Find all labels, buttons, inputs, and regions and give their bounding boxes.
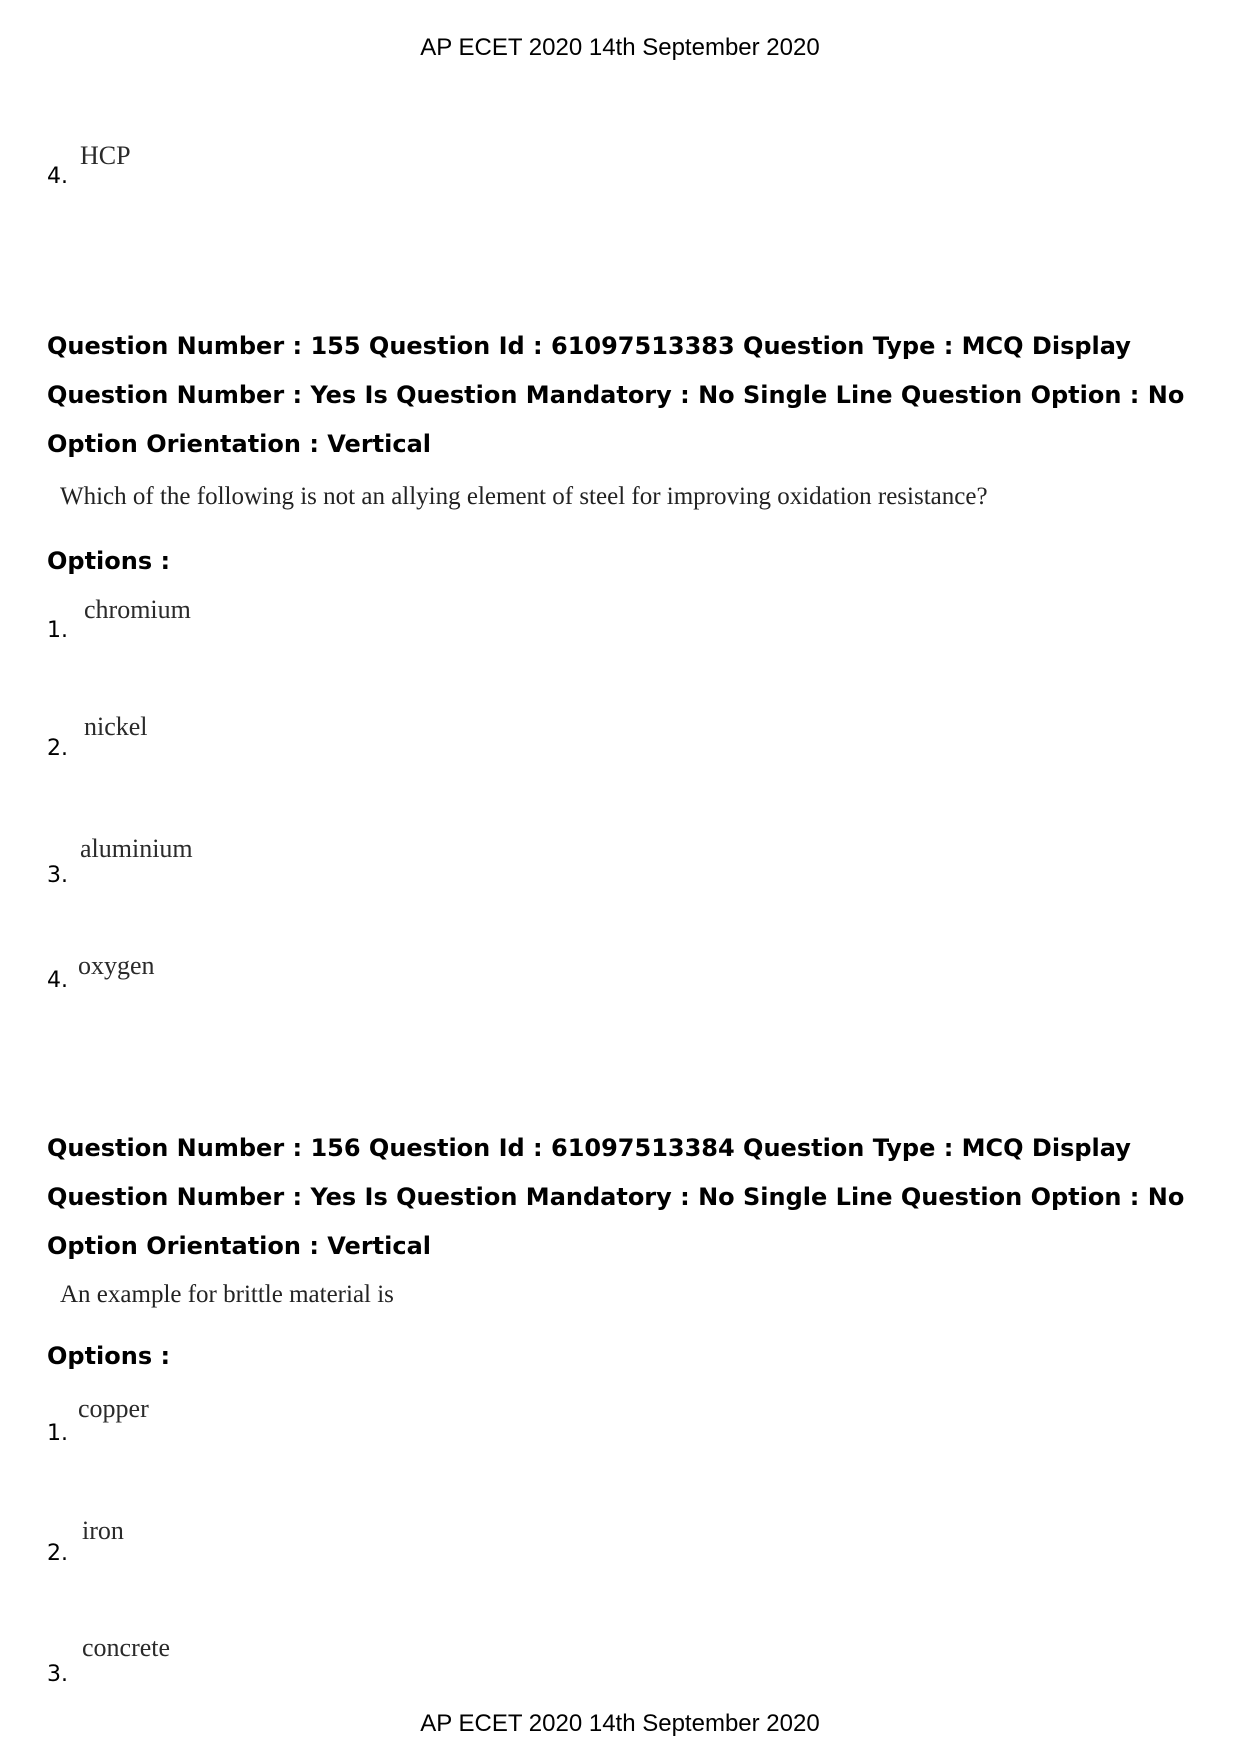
option-number: 2. xyxy=(47,736,68,761)
option-number: 2. xyxy=(47,1541,68,1566)
option-number: 4. xyxy=(47,164,68,189)
option-number: 1. xyxy=(47,618,68,643)
option-text: aluminium xyxy=(80,834,193,863)
option-number: 3. xyxy=(47,1662,68,1687)
options-label: Options : xyxy=(47,1342,171,1370)
option-text: chromium xyxy=(84,595,191,624)
question-text: Which of the following is not an allying element of steel for improving oxidation resistance? xyxy=(60,483,988,510)
option-text: HCP xyxy=(80,141,131,170)
page-header: AP ECET 2020 14th September 2020 xyxy=(420,34,820,61)
option-number: 3. xyxy=(47,863,68,888)
option-text: nickel xyxy=(84,712,148,741)
question-meta: Question Number : 155 Question Id : 61097513383 Question Type : MCQ Display Question Number : Yes Is Question Mandatory : No Single Line Question Option : No Option Orientation : Vertical xyxy=(47,332,1185,458)
option-text: iron xyxy=(82,1516,124,1545)
option-text: oxygen xyxy=(78,951,155,980)
question-meta: Question Number : 156 Question Id : 61097513384 Question Type : MCQ Display Question Number : Yes Is Question Mandatory : No Single Line Question Option : No Option Orientation : Vertical xyxy=(47,1134,1185,1260)
options-label: Options : xyxy=(47,547,171,575)
option-text: copper xyxy=(78,1394,149,1423)
question-text: An example for brittle material is xyxy=(60,1281,394,1308)
page-footer: AP ECET 2020 14th September 2020 xyxy=(420,1710,820,1737)
option-text: concrete xyxy=(82,1633,171,1662)
option-number: 4. xyxy=(47,968,68,993)
option-number: 1. xyxy=(47,1421,68,1446)
